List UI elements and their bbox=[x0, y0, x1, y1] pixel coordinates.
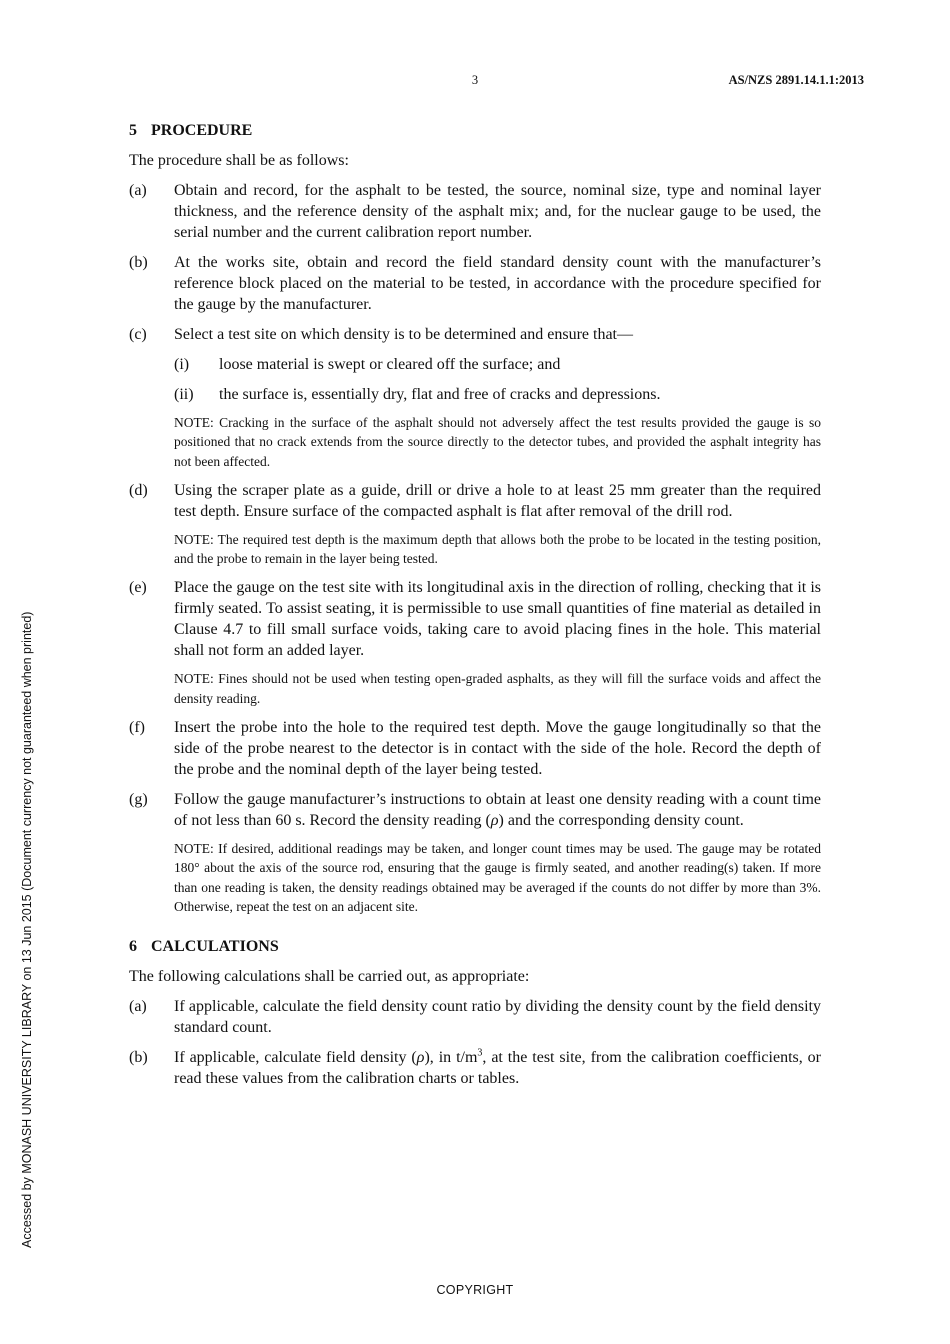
text-part: Follow the gauge manufacturer’s instructions to obtain at least one density reading with a count time of not less than 60 s. Record the density reading ( bbox=[174, 791, 821, 830]
note: NOTE: Fines should not be used when testing open-graded asphalts, as they will fill the surface voids and affect the density reading. bbox=[174, 671, 821, 706]
note: NOTE: Cracking in the surface of the asphalt should not adversely affect the test results provided the gauge is so positioned that no crack extends from the source directly to the detector tubes, and provided the asphalt integrity has not been affected. bbox=[174, 415, 821, 469]
procedure-item-f bbox=[129, 717, 821, 780]
text-part: ), in t/m bbox=[424, 1049, 478, 1067]
procedure-item-e bbox=[129, 577, 821, 708]
item-label: (b) bbox=[129, 1049, 148, 1067]
access-notice: Accessed by MONASH UNIVERSITY LIBRARY on 13 Jun 2015 (Document currency not guaranteed when printed) bbox=[20, 611, 34, 1248]
item-label: (b) bbox=[129, 254, 148, 271]
section-number: 6 bbox=[129, 938, 137, 956]
subitem-text: the surface is, essentially dry, flat and free of cracks and depressions. bbox=[219, 386, 661, 403]
item-text: Obtain and record, for the asphalt to be tested, the source, nominal size, type and nominal layer thickness, and the reference density of the asphalt mix; and, for the nuclear gauge to be used, the serial number and the current calibration report number. bbox=[174, 182, 821, 241]
item-label: (e) bbox=[129, 579, 147, 597]
section-heading-calculations bbox=[129, 936, 821, 957]
density-symbol: ρ bbox=[490, 812, 499, 830]
subitem-label: (i) bbox=[174, 356, 190, 373]
section-intro: The procedure shall be as follows: bbox=[129, 152, 349, 169]
section-title: PROCEDURE bbox=[151, 122, 253, 139]
item-text: At the works site, obtain and record the field standard density count with the manufacturer’s reference block placed on the material to be tested, in accordance with the procedure specified for the gauge by the manufacturer. bbox=[174, 254, 821, 313]
note: NOTE: If desired, additional readings may be taken, and longer count times may be used. The gauge may be rotated 180° about the axis of the source rod, ensuring that the gauge is firmly seated, and another reading(s) taken. If more than one reading is taken, the density readings obtained may be averaged if the counts do not differ by more than 3%. Otherwise, repeat the test on an adjacent site. bbox=[174, 841, 821, 914]
item-text bbox=[174, 1047, 821, 1089]
section-heading-procedure bbox=[129, 120, 821, 141]
unit-exponent: 3 bbox=[477, 1047, 483, 1059]
item-label: (c) bbox=[129, 326, 147, 343]
item-label: (a) bbox=[129, 182, 147, 199]
section-title: CALCULATIONS bbox=[151, 938, 279, 956]
item-text: Using the scraper plate as a guide, drill or drive a hole to at least 25 mm greater than the required test depth. Ensure surface of the compacted asphalt is flat after removal of the drill rod. bbox=[174, 481, 821, 520]
item-label: (d) bbox=[129, 481, 148, 499]
procedure-item-c bbox=[129, 324, 821, 471]
item-text: If applicable, calculate the field density count ratio by dividing the density count by the field density standard count. bbox=[174, 998, 821, 1037]
subitem-text: loose material is swept or cleared off the surface; and bbox=[219, 356, 561, 373]
copyright-footer: COPYRIGHT bbox=[436, 1283, 514, 1297]
procedure-item-a bbox=[129, 180, 821, 243]
document-body bbox=[129, 120, 821, 1098]
text-part: ) and the corresponding density count. bbox=[498, 812, 744, 830]
calculation-item-a bbox=[129, 996, 821, 1038]
text-part: , at the test site, from the calibration coefficients, or read these values from the calibration charts or tables. bbox=[174, 1049, 822, 1088]
density-symbol: ρ bbox=[416, 1049, 425, 1067]
note: NOTE: The required test depth is the maximum depth that allows both the probe to be located in the testing position, and the probe to remain in the layer being tested. bbox=[174, 531, 821, 567]
procedure-item-b bbox=[129, 252, 821, 315]
procedure-item-d bbox=[129, 480, 821, 569]
standard-id: AS/NZS 2891.14.1.1:2013 bbox=[728, 73, 864, 87]
item-label: (f) bbox=[129, 719, 145, 737]
section-intro: The following calculations shall be carried out, as appropriate: bbox=[129, 968, 530, 986]
calculation-item-b bbox=[129, 1047, 821, 1089]
subitem-ii bbox=[174, 384, 821, 405]
item-text: Select a test site on which density is to be determined and ensure that— bbox=[174, 326, 633, 343]
item-text: Place the gauge on the test site with its longitudinal axis in the direction of rolling, checking that it is firmly seated. To assist seating, it is permissible to use small quantities of fine material as detailed in Clause 4.7 to fill small surface voids, taking care to avoid placing fines in the hole. This material shall not form an added layer. bbox=[174, 579, 821, 660]
subitem-label: (ii) bbox=[174, 386, 194, 403]
subitem-i bbox=[174, 354, 821, 375]
procedure-item-g bbox=[129, 789, 821, 916]
item-label: (a) bbox=[129, 998, 147, 1016]
page-number: 3 bbox=[471, 73, 479, 87]
item-text bbox=[174, 789, 821, 831]
text-part: If applicable, calculate field density ( bbox=[174, 1049, 417, 1067]
section-number: 5 bbox=[129, 122, 137, 139]
item-label: (g) bbox=[129, 791, 148, 809]
item-text: Insert the probe into the hole to the required test depth. Move the gauge longitudinally so that the side of the probe nearest to the detector is in contact with the side of the hole. Record the depth of the probe and the nominal depth of the layer being tested. bbox=[174, 719, 821, 779]
